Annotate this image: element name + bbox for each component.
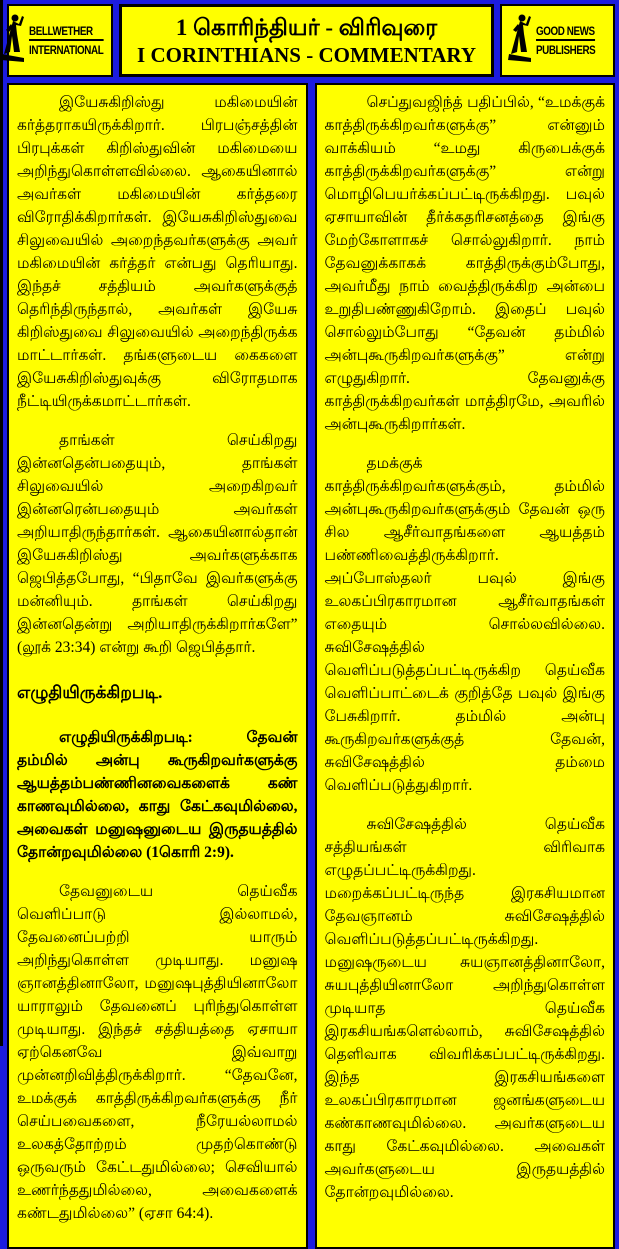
paragraph: சுவிசேஷத்தில் தெய்வீக சத்தியங்கள் விரிவாக எழுதப்பட்டிருக்கிறது. மறைக்கப்பட்டிருந்த இரகசியமான தேவஞானம் சுவிசேஷத்தில் வெளிப்படுத்தப்பட்டிருக்கிறது. மனுஷருடைய சுயஞானத்தினாலோ, சுயபுத்தியினாலோ அறிந்துகொள்ள முடியாத தெய்வீக இரகசியங்களெல்லாம், சுவிசேஷத்தில் தெளிவாக விவரிக்கப்பட்டிருக்கிறது. இந்த இரகசியங்களை உலகப்பிரகாரமான ஜனங்களுடைய கண்காணவுமில்லை. அவர்களுடைய காது கேட்கவுமில்லை. அவைகள் அவர்களுடைய இருதயத்தில் தோன்றவுமில்லை. [324,816,605,1201]
page-title-english: I CORINTHIANS - COMMENTARY [137,42,476,67]
right-column [315,83,616,1249]
paragraph: எழுதியிருக்கிறபடி: தேவன் தம்மில் அன்பு கூருகிறவர்களுக்கு ஆயத்தம்பண்ணினவைகளைக் கண் காணவுமில்லை, காது கேட்கவுமில்லை, அவைகள் மனுஷனுடைய இருதயத்தில் தோன்றவுமில்லை (1கொரி 2:9). [17,729,298,861]
paragraph: தமக்குக் காத்திருக்கிறவர்களுக்கும், தம்மில் அன்புகூருகிறவர்களுக்கும் தேவன் ஒரு சில ஆசீர்வாதங்களை ஆயத்தம் பண்ணிவைத்திருக்கிறார். அப்போஸ்தலர் பவுல் இங்கு உலகப்பிரகாரமான ஆசீர்வாதங்கள் எதையும் சொல்லவில்லை. சுவிசேஷத்தில் வெளிப்படுத்தப்பட்டிருக்கிற தெய்வீக வெளிப்பாட்டைக் குறித்தே பவுல் இங்கு பேசுகிறார். தம்மில் அன்பு கூருகிறவர்களுக்குத் தேவன், சுவிசேஷத்தில் தம்மை வெளிப்படுத்துகிறார். [324,455,605,794]
section-heading: எழுதியிருக்கிறபடி. [17,683,163,702]
paragraph: இயேசுகிறிஸ்து மகிமையின் கர்த்தராகயிருக்கிறார். பிரபஞ்சத்தின் பிரபுக்கள் கிறிஸ்துவின் மகிமையை அறிந்துகொள்ளவில்லை. ஆகையினால் அவர்கள் மகிமையின் கர்த்தரை விரோதிக்கிறார்கள். இயேசுகிறிஸ்துவை சிலுவையில் அறைந்தவர்களுக்கு அவர் மகிமையின் கர்த்தர் என்பது தெரியாது. இந்தச் சத்தியம் அவர்களுக்குத் தெரிந்திருந்தால், அவர்கள் இயேசு கிறிஸ்துவை சிலுவையில் அறைந்திருக்க மாட்டார்கள். தங்களுடைய கைகளை இயேசுகிறிஸ்துவுக்கு விரோதமாக நீட்டியிருக்கமாட்டார்கள். [17,94,298,410]
title-box [119,4,494,77]
header [7,4,615,77]
good-news-publishers-logo [500,4,615,77]
bellwether-logo-line1: BELLWETHER [29,24,103,41]
bellwether-logo-line2: INTERNATIONAL [29,43,104,57]
paragraph: செப்துவஜிந்த் பதிப்பில், “உமக்குக் காத்திருக்கிறவர்களுக்கு” என்னும் வாக்கியம் “உமது கிருபைக்குக் காத்திருக்கிறவர்களுக்கு” என்று மொழிபெயர்க்கப்பட்டிருக்கிறது. பவுல் ஏசாயாவின் தீர்க்கதரிசனத்தை இங்கு மேற்கோளாகச் சொல்லுகிறார். நாம் தேவனுக்காகக் காத்திருக்கும்போது, அவர்மீது நாம் வைத்திருக்கிற அன்பை உறுதிபண்ணுகிறோம். இதைப் பவுல் சொல்லும்போது “தேவன் தம்மில் அன்புகூருகிறவர்களுக்கு” என்று எழுதுகிறார். தேவனுக்கு காத்திருக்கிறவர்கள் மாத்திரமே, அவரில் அன்புகூருகிறார்கள். [324,94,605,433]
commentary-body [7,83,615,1249]
bellwether-logo [7,4,113,77]
bellringer-figure-icon [0,12,26,69]
good-news-logo-line1: GOOD NEWS [536,24,595,41]
page [3,0,619,1222]
good-news-logo-line2: PUBLISHERS [535,43,596,57]
paragraph: தாங்கள் செய்கிறது இன்னதென்பதையும், தாங்கள் சிலுவையில் அறைகிறவர் இன்னரென்பதையும் அவர்கள் அறியாதிருந்தார்கள். ஆகையினால்தான் இயேசுகிறிஸ்து அவர்களுக்காக ஜெபித்தபோது, “பிதாவே இவர்களுக்கு மன்னியும். தாங்கள் செய்கிறது இன்னதென்று அறியாதிருக்கிறார்களே” (லூக் 23:34) என்று கூறி ஜெபித்தார். [17,432,298,656]
paragraph: தேவனுடைய தெய்வீக வெளிப்பாடு இல்லாமல், தேவனைப்பற்றி யாரும் அறிந்துகொள்ள முடியாது. மனுஷ ஞானத்தினாலோ, மனுஷபுத்தியினாலோ யாராலும் தேவனைப் புரிந்துகொள்ள முடியாது. இந்தச் சத்தியத்தை ஏசாயா ஏற்கெனவே இவ்வாறு முன்னறிவித்திருக்கிறார். “தேவனே, உமக்குக் காத்திருக்கிறவர்களுக்கு நீர் செய்பவைகளை, நீரேயல்லாமல் உலகத்தோற்றம் முதற்கொண்டு ஒருவரும் கேட்டதுமில்லை; செவியால் உணர்ந்ததுமில்லை, அவைகளைக் கண்டதுமில்லை” (ஏசா 64:4). [17,883,298,1222]
bellringer-figure-icon [507,12,533,69]
page-title-tamil: 1 கொரிந்தியர் - விரிவுரை [175,14,438,40]
left-column [7,83,308,1249]
